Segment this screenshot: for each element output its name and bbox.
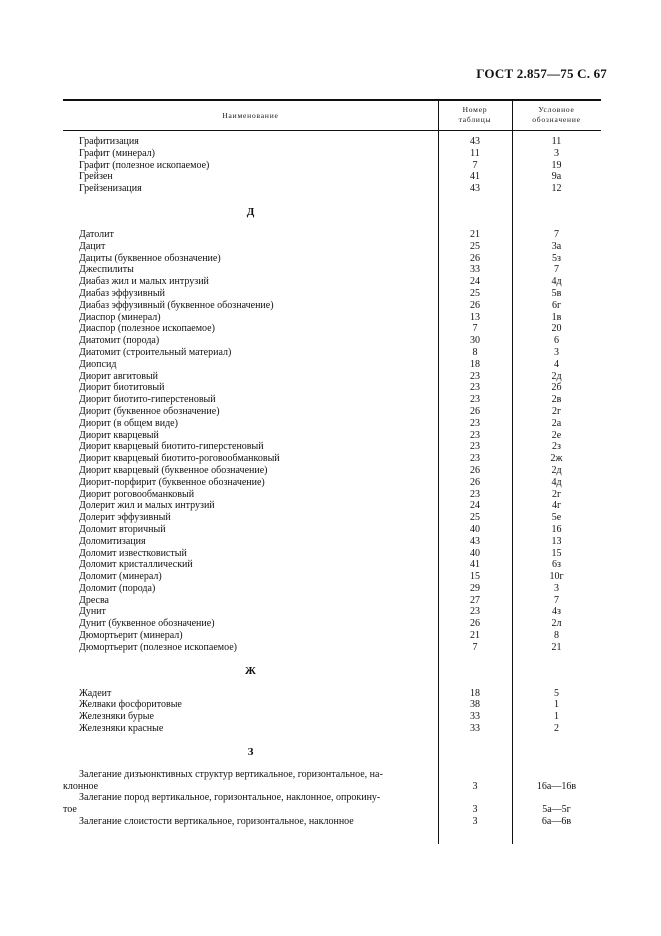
row-name: Дюмортьерит (минерал): [79, 630, 183, 642]
row-symbol: 2а: [551, 417, 562, 429]
row-name: Железняки бурые: [79, 711, 154, 723]
letter-heading-z: [63, 735, 601, 769]
table-row: [63, 630, 601, 642]
row-name: Диатомит (строительный материал): [79, 346, 232, 358]
table-row: [63, 618, 601, 630]
row-name: Дресва: [79, 594, 109, 606]
column-header-symbol: [512, 105, 601, 125]
row-table-number: 33: [470, 264, 480, 276]
table-row: [63, 583, 601, 595]
row-table-number: 41: [470, 559, 480, 571]
row-name: Дунит (буквенное обозначение): [79, 618, 215, 630]
row-table-number: 25: [470, 512, 480, 524]
table-row: [63, 171, 601, 183]
row-table-number: 21: [470, 228, 480, 240]
table-row-wrapped: [63, 769, 601, 793]
row-symbol: 8: [554, 630, 559, 642]
table-row: [63, 264, 601, 276]
row-name-line1: Залегание пород вертикальное, горизонтальное, наклонное, опрокину-: [79, 792, 381, 804]
row-symbol: 6г: [551, 299, 562, 311]
row-table-number: 26: [470, 464, 480, 476]
row-table-number: 26: [470, 252, 480, 264]
row-table-number: 8: [472, 346, 478, 358]
letter-heading-d: [63, 195, 601, 229]
table-row: [63, 382, 601, 394]
row-table-number: 21: [470, 630, 480, 642]
table-row: [63, 500, 601, 512]
row-name: Дациты (буквенное обозначение): [79, 252, 221, 264]
row-name: Диатомит (порода): [79, 335, 160, 347]
table-row: [63, 441, 601, 453]
row-name: Графит (минерал): [79, 147, 155, 159]
row-name-line1: Залегание дизъюнктивных структур вертикальное, горизонтальное, на-: [79, 768, 383, 780]
row-table-number: 26: [470, 299, 480, 311]
row-name: Дюмортьерит (полезное ископаемое): [79, 641, 237, 653]
row-table-number: 23: [470, 370, 480, 382]
row-name: Диорит биотито-гиперстеновый: [79, 394, 216, 406]
table-row: [63, 548, 601, 560]
row-table-number: 23: [470, 453, 480, 465]
table-body: [63, 136, 601, 828]
table-top-rule: [63, 99, 601, 101]
row-name: Диопсид: [79, 358, 117, 370]
row-symbol: 2е: [551, 429, 562, 441]
letter-zh: Ж: [245, 664, 256, 677]
row-name: Доломит (порода): [79, 582, 156, 594]
row-symbol: 21: [551, 641, 562, 653]
table-row: [63, 606, 601, 618]
row-table-number: 26: [470, 476, 480, 488]
row-name: Доломитизация: [79, 535, 146, 547]
row-table-number: 30: [470, 335, 480, 347]
row-symbol: 2г: [551, 405, 562, 417]
row-symbol: 4г: [551, 500, 562, 512]
row-symbol: 12: [551, 183, 562, 195]
row-name: Доломит (минерал): [79, 571, 162, 583]
table-row: [63, 406, 601, 418]
row-symbol: 7: [554, 594, 559, 606]
row-name: Диорит (в общем виде): [79, 417, 178, 429]
table-row: [63, 536, 601, 548]
table-row: [63, 688, 601, 700]
row-name: Диабаз эффузивный: [79, 287, 165, 299]
row-name: Графит (полезное ископаемое): [79, 159, 210, 171]
row-symbol: 2л: [551, 618, 562, 630]
letter-z: З: [247, 745, 254, 758]
row-name: Датолит: [79, 228, 114, 240]
row-symbol: 19: [551, 159, 562, 171]
row-table-number: 23: [470, 394, 480, 406]
row-table-number: 18: [470, 687, 480, 699]
row-symbol: 2: [554, 723, 559, 735]
table-row: [63, 465, 601, 477]
row-symbol: 5: [554, 687, 559, 699]
row-name: Джеспилиты: [79, 264, 134, 276]
row-name: Диорит кварцевый: [79, 429, 159, 441]
row-table-number: 41: [470, 171, 480, 183]
row-symbol: 1: [554, 699, 559, 711]
table-row: [63, 335, 601, 347]
row-symbol: 1: [554, 711, 559, 723]
group-zh: [63, 688, 601, 735]
row-table-number: 3: [472, 816, 478, 828]
row-name: Дацит: [79, 240, 106, 252]
row-table-number: 23: [470, 382, 480, 394]
row-symbol: 10г: [549, 571, 564, 583]
table-row-wrapped: [63, 792, 601, 816]
row-symbol: 5е: [551, 512, 562, 524]
row-symbol: 2д: [551, 370, 562, 382]
row-table-number: 3: [472, 804, 478, 816]
row-name: Грейзенизация: [79, 183, 142, 195]
row-name-line2: клонное: [63, 780, 99, 792]
row-name-line2: тое: [63, 804, 77, 816]
row-symbol: 2з: [552, 441, 561, 453]
table-row: [63, 253, 601, 265]
row-symbol: 1в: [551, 311, 562, 323]
row-symbol: 3а: [551, 240, 562, 252]
row-name: Железняки красные: [79, 723, 164, 735]
row-symbol: 3: [554, 582, 559, 594]
row-table-number: 13: [470, 311, 480, 323]
column-header-table-number: [438, 105, 512, 125]
table-row: [63, 394, 601, 406]
row-name: Доломит вторичный: [79, 523, 166, 535]
row-name: Залегание слоистости вертикальное, горизонтальное, наклонное: [79, 816, 354, 828]
table-row: [63, 312, 601, 324]
row-symbol: 16: [551, 523, 562, 535]
table-row: [63, 288, 601, 300]
row-symbol: 2б: [551, 382, 562, 394]
row-symbol: 7: [554, 264, 559, 276]
row-symbol: 16а—16в: [536, 780, 577, 792]
row-table-number: 23: [470, 606, 480, 618]
row-name: Диорит кварцевый биотито-гиперстеновый: [79, 441, 264, 453]
row-table-number: 43: [470, 136, 480, 147]
row-symbol: 9а: [551, 171, 562, 183]
row-symbol: 11: [551, 136, 562, 147]
row-symbol: 5в: [551, 287, 562, 299]
table-row: [63, 816, 601, 828]
row-table-number: 40: [470, 523, 480, 535]
row-name: Долерит жил и малых интрузий: [79, 500, 215, 512]
row-table-number: 38: [470, 699, 480, 711]
row-name: Доломит кристаллический: [79, 559, 193, 571]
row-symbol: 5а—5г: [542, 804, 571, 816]
column-header-num-line2: таблицы: [458, 115, 492, 124]
row-symbol: 2ж: [550, 453, 563, 465]
column-header-num-line1: Номер: [462, 105, 488, 114]
row-table-number: 7: [472, 159, 478, 171]
group-g: [63, 136, 601, 195]
table-row: [63, 453, 601, 465]
row-table-number: 33: [470, 711, 480, 723]
row-table-number: 3: [472, 780, 478, 792]
row-table-number: 18: [470, 358, 480, 370]
row-symbol: 6: [554, 335, 559, 347]
row-symbol: 2д: [551, 464, 562, 476]
row-table-number: 23: [470, 488, 480, 500]
row-symbol: 15: [551, 547, 562, 559]
row-name: Жадеит: [79, 687, 112, 699]
table-row: [63, 136, 601, 148]
table-row: [63, 229, 601, 241]
row-table-number: 23: [470, 417, 480, 429]
table-row: [63, 430, 601, 442]
row-table-number: 11: [470, 147, 480, 159]
row-name: Диабаз жил и малых интрузий: [79, 276, 209, 288]
column-header-sym-line1: Условное: [538, 105, 575, 114]
row-symbol: 13: [551, 535, 562, 547]
table-row: [63, 642, 601, 654]
row-name: Диорит кварцевый биотито-роговообманковый: [79, 453, 280, 465]
row-name: Диорит (буквенное обозначение): [79, 405, 220, 417]
row-table-number: 29: [470, 582, 480, 594]
row-name: Диорит биотитовый: [79, 382, 165, 394]
row-symbol: 7: [554, 228, 559, 240]
column-header-name: Наименование: [222, 111, 279, 120]
row-table-number: 40: [470, 547, 480, 559]
table-row: [63, 371, 601, 383]
table-row: [63, 699, 601, 711]
row-table-number: 43: [470, 183, 480, 195]
row-table-number: 33: [470, 723, 480, 735]
row-name: Грейзен: [79, 171, 113, 183]
row-name: Диорит кварцевый (буквенное обозначение): [79, 464, 268, 476]
row-name: Диорит авгитовый: [79, 370, 159, 382]
table-row: [63, 418, 601, 430]
table-row: [63, 241, 601, 253]
table-row: [63, 183, 601, 195]
row-name: Желваки фосфоритовые: [79, 699, 182, 711]
row-symbol: 3: [554, 147, 559, 159]
table-row: [63, 359, 601, 371]
table-row: [63, 524, 601, 536]
row-name: Диабаз эффузивный (буквенное обозначение): [79, 299, 274, 311]
letter-d: Д: [246, 205, 255, 218]
row-table-number: 26: [470, 405, 480, 417]
row-symbol: 5з: [552, 252, 561, 264]
row-symbol: 4з: [552, 606, 561, 618]
row-name: Долерит эффузивный: [79, 512, 171, 524]
table-row: [63, 477, 601, 489]
row-table-number: 25: [470, 240, 480, 252]
row-symbol: 3: [554, 346, 559, 358]
table-row: [63, 323, 601, 335]
row-table-number: 15: [470, 571, 480, 583]
table-row: [63, 571, 601, 583]
table-row: [63, 489, 601, 501]
row-name: Диаспор (минерал): [79, 311, 161, 323]
table-row: [63, 347, 601, 359]
row-table-number: 24: [470, 500, 480, 512]
table-row: [63, 512, 601, 524]
table-row: [63, 711, 601, 723]
row-name: Графитизация: [79, 136, 139, 147]
table-header-rule: [63, 130, 601, 131]
table-row: [63, 559, 601, 571]
row-symbol: 4д: [551, 276, 562, 288]
row-symbol: 6а—6в: [541, 816, 572, 828]
table-row: [63, 595, 601, 607]
row-name: Диаспор (полезное ископаемое): [79, 323, 215, 335]
row-table-number: 7: [472, 641, 478, 653]
table-row: [63, 723, 601, 735]
table-row: [63, 160, 601, 172]
letter-heading-zh: [63, 654, 601, 688]
column-header-sym-line2: обозначение: [532, 115, 581, 124]
row-table-number: 26: [470, 618, 480, 630]
group-d: [63, 229, 601, 654]
table-row: [63, 148, 601, 160]
page-header: ГОСТ 2.857—75 С. 67: [476, 66, 607, 81]
row-symbol: 4д: [551, 476, 562, 488]
row-table-number: 7: [472, 323, 478, 335]
row-name: Дунит: [79, 606, 106, 618]
row-symbol: 4: [554, 358, 559, 370]
row-name: Доломит известковистый: [79, 547, 187, 559]
row-symbol: 6з: [552, 559, 561, 571]
table-row: [63, 276, 601, 288]
row-name: Диорит роговообманковый: [79, 488, 195, 500]
row-symbol: 2г: [551, 488, 562, 500]
row-symbol: 2в: [551, 394, 562, 406]
row-table-number: 25: [470, 287, 480, 299]
row-table-number: 23: [470, 441, 480, 453]
group-z: [63, 769, 601, 816]
row-table-number: 27: [470, 594, 480, 606]
row-table-number: 43: [470, 535, 480, 547]
row-name: Диорит-порфирит (буквенное обозначение): [79, 476, 265, 488]
row-table-number: 23: [470, 429, 480, 441]
table-row: [63, 300, 601, 312]
row-table-number: 24: [470, 276, 480, 288]
row-symbol: 20: [551, 323, 562, 335]
